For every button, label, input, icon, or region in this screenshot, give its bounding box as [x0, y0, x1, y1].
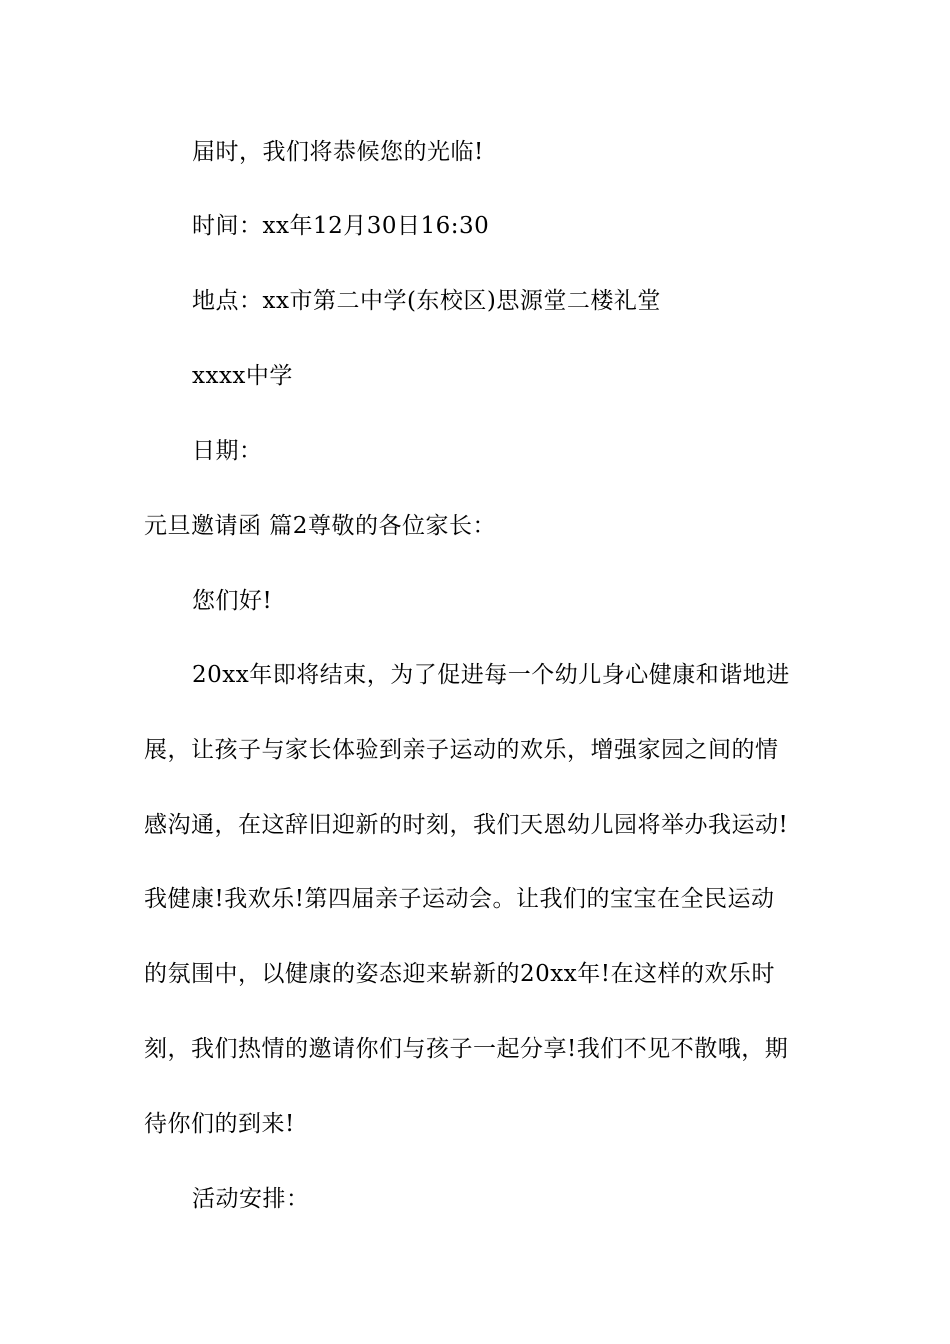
- closing-line: 届时，我们将恭候您的光临!: [192, 139, 484, 165]
- event-location: 地点：xx市第二中学(东校区)思源堂二楼礼堂: [192, 288, 661, 314]
- event-time: 时间：xx年12月30日16:30: [192, 213, 490, 239]
- activity-schedule-heading: 活动安排：: [192, 1186, 310, 1212]
- organizer-name: xxxx中学: [192, 363, 293, 389]
- date-label: 日期：: [192, 438, 263, 464]
- section-heading: 元旦邀请函 篇2尊敬的各位家长：: [144, 513, 496, 539]
- body-paragraph-line: 20xx年即将结束，为了促进每一个幼儿身心健康和谐地进: [192, 662, 790, 688]
- body-paragraph-line: 我健康!我欢乐!第四届亲子运动会。让我们的宝宝在全民运动: [144, 886, 775, 912]
- body-paragraph-line: 的氛围中，以健康的姿态迎来崭新的20xx年!在这样的欢乐时: [144, 961, 775, 987]
- body-paragraph-line: 待你们的到来!: [144, 1111, 295, 1137]
- greeting: 您们好!: [192, 588, 273, 614]
- body-paragraph-line: 感沟通，在这辞旧迎新的时刻，我们天恩幼儿园将举办我运动!: [144, 812, 789, 838]
- body-paragraph-line: 刻，我们热情的邀请你们与孩子一起分享!我们不见不散哦，期: [144, 1036, 789, 1062]
- body-paragraph-line: 展，让孩子与家长体验到亲子运动的欢乐，增强家园之间的情: [144, 737, 779, 763]
